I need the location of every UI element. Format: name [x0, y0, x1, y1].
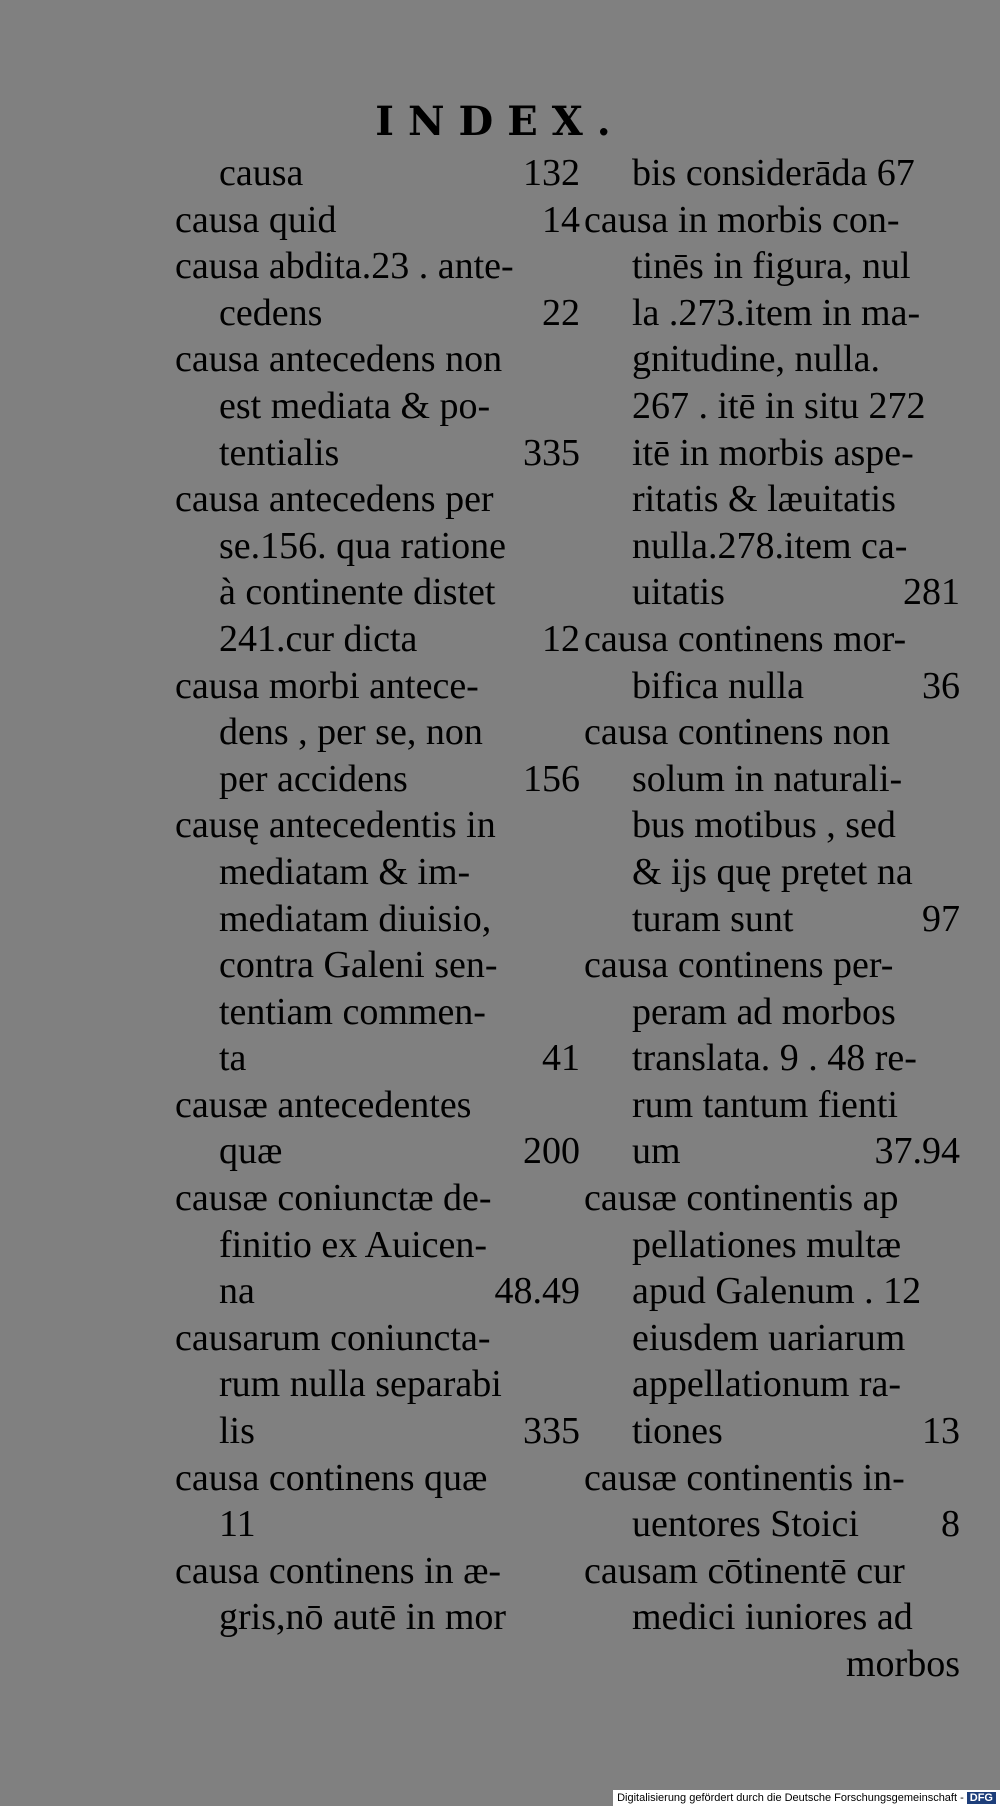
dfg-logo: DFG — [967, 1792, 996, 1804]
index-entry-text: causę antecedentis in — [175, 804, 496, 847]
footer-text: Digitalisierung gefördert durch die Deutsche Forschungsgemeinschaft - — [617, 1792, 964, 1804]
index-entry-line — [175, 243, 580, 290]
index-entry-text: causa — [219, 152, 304, 194]
index-page-number: 156 — [523, 757, 580, 800]
index-entry-text: dens , per se, non — [219, 711, 483, 754]
index-entry-line — [175, 802, 580, 849]
index-entry-line — [580, 1128, 960, 1175]
index-entry-text: pellationes multæ — [632, 1223, 902, 1266]
index-column-right — [580, 150, 960, 1688]
index-entry-line — [175, 1408, 580, 1455]
index-entry-text: rum tantum fienti — [632, 1083, 898, 1126]
index-entry-text: translata. 9 . 48 re- — [632, 1037, 917, 1080]
index-entry-line — [175, 569, 580, 616]
index-entry-line — [175, 1268, 580, 1315]
index-entry-text: causa antecedens non — [175, 338, 503, 381]
index-entry-text: 11 — [219, 1503, 256, 1546]
index-entry-line — [580, 802, 960, 849]
index-entry-text: causæ continentis ap — [584, 1177, 899, 1220]
index-entry-text: ritatis & læuitatis — [632, 478, 896, 521]
index-entry-line — [580, 756, 960, 803]
index-entry-line — [580, 1594, 960, 1641]
index-entry-line — [580, 849, 960, 896]
index-entry-text: gnitudine, nulla. — [632, 338, 881, 381]
index-entry-line — [580, 942, 960, 989]
index-entry-line — [175, 989, 580, 1036]
index-entry-text: contra Galeni sen- — [219, 944, 498, 987]
index-entry-text: um — [632, 1130, 681, 1173]
index-entry-line — [175, 1594, 580, 1641]
index-entry-line — [175, 663, 580, 710]
index-entry-line — [175, 197, 580, 244]
index-entry-line — [580, 243, 960, 290]
index-entry-line — [175, 1082, 580, 1129]
index-page-number: 281 — [903, 571, 960, 614]
index-entry-text: tinēs in figura, nul — [632, 245, 911, 288]
index-page-number: 12 — [542, 617, 580, 660]
index-entry-line — [175, 523, 580, 570]
index-page-number: 37.94 — [874, 1130, 960, 1173]
index-entry-line — [580, 616, 960, 663]
index-entry-text: causarum coniuncta- — [175, 1316, 491, 1359]
index-entry-text: ta — [219, 1037, 247, 1080]
index-entry-line — [580, 1455, 960, 1502]
index-entry-line — [580, 1222, 960, 1269]
index-entry-line — [175, 1455, 580, 1502]
index-entry-line — [580, 1408, 960, 1455]
index-entry-text: turam sunt — [632, 897, 794, 940]
index-entry-text: causa continens in æ- — [175, 1549, 502, 1592]
index-entry-line — [175, 1035, 580, 1082]
index-entry-line — [580, 1175, 960, 1222]
index-entry-line — [175, 1175, 580, 1222]
index-entry-line — [175, 290, 580, 337]
index-entry-text: na — [219, 1270, 255, 1313]
index-entry-line — [580, 523, 960, 570]
index-page-number: 14 — [542, 198, 580, 241]
index-entry-text: causa continens mor- — [584, 617, 907, 660]
index-page-number: 335 — [523, 431, 580, 474]
index-entry-line — [175, 709, 580, 756]
index-entry-line — [175, 383, 580, 430]
index-entry-line — [175, 476, 580, 523]
page-header: INDEX. — [375, 98, 625, 145]
index-entry-text: causa abdita.23 . ante- — [175, 245, 514, 288]
index-entry-text: tentialis — [219, 431, 340, 474]
index-column-left — [175, 150, 580, 1641]
index-entry-line — [175, 1128, 580, 1175]
index-entry-line — [175, 942, 580, 989]
index-entry-text: causæ antecedentes — [175, 1083, 472, 1126]
index-entry-text: causa antecedens per — [175, 478, 494, 521]
index-entry-line — [175, 430, 580, 477]
index-entry-line — [580, 1641, 960, 1688]
index-entry-text: causæ coniunctæ de- — [175, 1177, 492, 1220]
index-entry-line — [580, 1315, 960, 1362]
index-entry-text: causam cōtinentē cur — [584, 1549, 905, 1592]
index-entry-line — [580, 1035, 960, 1082]
index-entry-text: causæ continentis in- — [584, 1456, 905, 1499]
index-entry-text: causa continens non — [584, 711, 891, 754]
index-entry-text: 241.cur dicta — [219, 617, 418, 660]
index-entry-line — [580, 663, 960, 710]
index-entry-line — [175, 1548, 580, 1595]
index-entry-line — [580, 290, 960, 337]
index-entry-text: bifica nulla — [632, 664, 804, 707]
index-entry-text: peram ad morbos — [632, 990, 896, 1033]
index-entry-text: quæ — [219, 1130, 283, 1173]
index-entry-line — [580, 1082, 960, 1129]
index-entry-text: medici iuniores ad — [632, 1596, 913, 1639]
index-entry-line — [580, 896, 960, 943]
digitization-footer — [613, 1790, 1000, 1806]
index-entry-line — [580, 383, 960, 430]
index-entry-line — [175, 756, 580, 803]
index-entry-line — [580, 989, 960, 1036]
index-page-number: 48.49 — [494, 1270, 580, 1313]
index-entry-line — [580, 1501, 960, 1548]
index-page-number: 200 — [523, 1130, 580, 1173]
index-page-number: 41 — [542, 1037, 580, 1080]
index-entry-line — [175, 1222, 580, 1269]
index-entry-line — [580, 1361, 960, 1408]
index-entry-text: bus motibus , sed — [632, 804, 896, 847]
index-entry-text: per accidens — [219, 757, 408, 800]
index-entry-text: uentores Stoici — [632, 1503, 859, 1546]
index-entry-text: eiusdem uariarum — [632, 1316, 906, 1359]
index-entry-text: 267 . itē in situ 272 — [632, 384, 926, 427]
index-page-number: 132 — [523, 152, 580, 194]
index-entry-line — [175, 1315, 580, 1362]
index-entry-line — [580, 336, 960, 383]
index-entry-text: apud Galenum . 12 — [632, 1270, 922, 1313]
index-entry-text: & ijs quę prętet na — [632, 850, 913, 893]
index-entry-line — [580, 476, 960, 523]
index-entry-text: causa in morbis con- — [584, 198, 900, 241]
index-entry-text: morbos — [846, 1643, 960, 1685]
index-entry-text: gris,nō autē in mor — [219, 1596, 507, 1639]
index-entry-line — [580, 430, 960, 477]
index-entry-text: causa morbi antece- — [175, 664, 479, 707]
index-entry-text: lis — [219, 1410, 255, 1453]
index-entry-text: mediatam diuisio, — [219, 897, 492, 940]
index-entry-line — [580, 197, 960, 244]
index-page-number: 13 — [922, 1410, 960, 1453]
index-page-number: 335 — [523, 1410, 580, 1453]
index-entry-line — [175, 896, 580, 943]
index-entry-text: solum in naturali- — [632, 757, 903, 800]
index-page-number: 22 — [542, 291, 580, 334]
index-entry-line — [175, 616, 580, 663]
index-entry-text: se.156. qua ratione — [219, 524, 507, 567]
index-entry-text: finitio ex Auicen- — [219, 1223, 488, 1266]
index-entry-text: mediatam & im- — [219, 850, 471, 893]
index-entry-text: causa continens per- — [584, 944, 894, 987]
index-entry-text: à continente distet — [219, 571, 496, 614]
index-entry-text: causa quid — [175, 198, 337, 241]
index-entry-text: nulla.278.item ca- — [632, 524, 908, 567]
index-entry-text: la .273.item in ma- — [632, 291, 921, 334]
index-entry-text: cedens — [219, 291, 323, 334]
index-page-number: 36 — [922, 664, 960, 707]
index-page-number: 8 — [941, 1503, 960, 1546]
index-entry-text: bis considerāda 67 — [632, 152, 915, 194]
index-entry-text: uitatis — [632, 571, 725, 614]
index-entry-text: rum nulla separabi — [219, 1363, 502, 1406]
index-page-number: 97 — [922, 897, 960, 940]
index-entry-text: itē in morbis aspe- — [632, 431, 914, 474]
index-entry-line — [580, 1548, 960, 1595]
index-entry-line — [580, 150, 960, 197]
index-entry-text: tiones — [632, 1410, 723, 1453]
index-entry-line — [175, 336, 580, 383]
index-entry-line — [175, 150, 580, 197]
index-entry-line — [580, 569, 960, 616]
index-entry-text: causa continens quæ — [175, 1456, 488, 1499]
index-entry-line — [580, 1268, 960, 1315]
index-entry-line — [175, 1361, 580, 1408]
index-entry-text: est mediata & po- — [219, 384, 491, 427]
index-entry-line — [175, 1501, 580, 1548]
index-entry-text: tentiam commen- — [219, 990, 486, 1033]
index-entry-line — [580, 709, 960, 756]
index-entry-line — [175, 849, 580, 896]
index-entry-text: appellationum ra- — [632, 1363, 902, 1406]
